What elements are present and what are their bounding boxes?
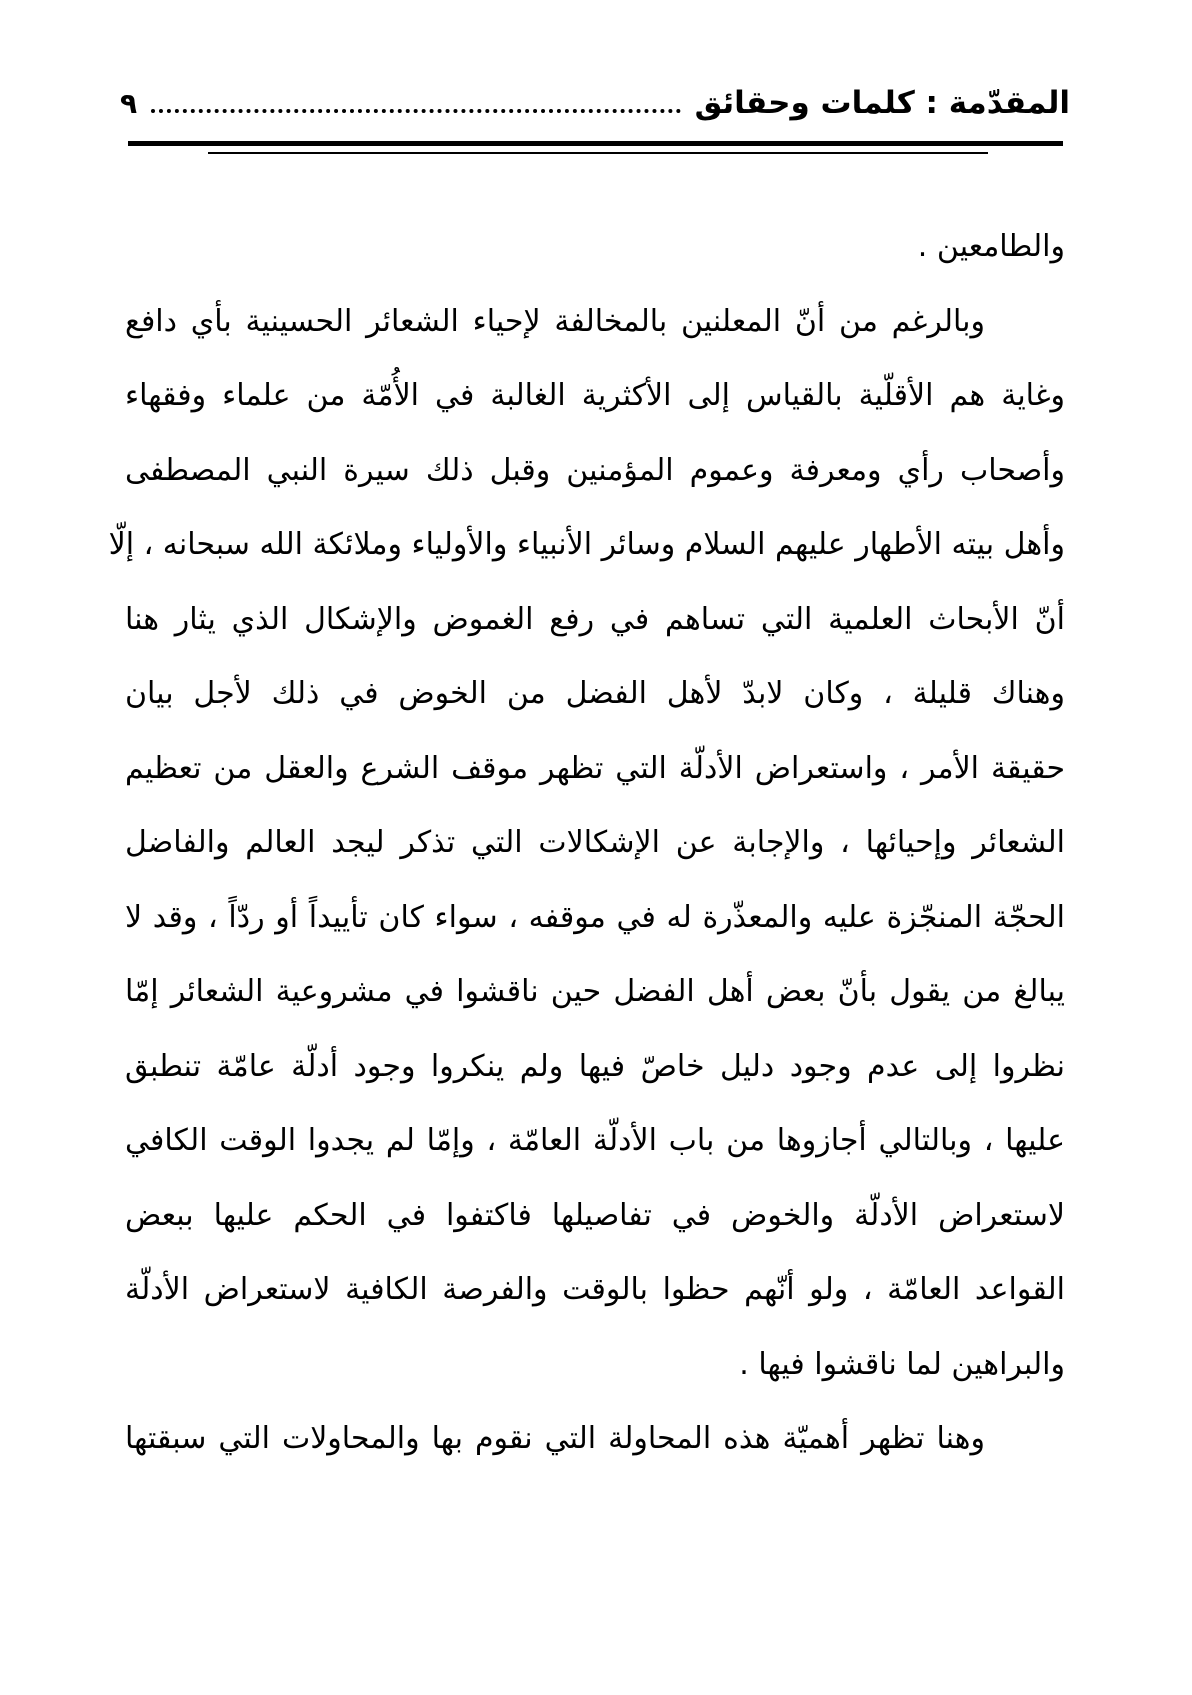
text-line: لاستعراض الأدلّة والخوض في تفاصيلها فاكتفوا في الحكم عليها ببعض (125, 1197, 1065, 1233)
text-line: والبراهين لما ناقشوا فيها . (739, 1346, 1065, 1382)
text-line: أنّ الأبحاث العلمية التي تساهم في رفع الغموض والإشكال الذي يثار هنا (125, 601, 1065, 637)
text-line: حقيقة الأمر ، واستعراض الأدلّة التي تظهر موقف الشرع والعقل من تعظيم (125, 750, 1065, 786)
header-dot-leader (151, 109, 680, 113)
text-line: وهنا تظهر أهميّة هذه المحاولة التي نقوم بها والمحاولات التي سبقتها (125, 1421, 985, 1456)
text-line: القواعد العامّة ، ولو أنّهم حظوا بالوقت والفرصة الكافية لاستعراض الأدلّة (125, 1272, 1065, 1307)
text-line: الشعائر وإحيائها ، والإجابة عن الإشكالات التي تذكر ليجد العالم والفاضل (125, 825, 1065, 860)
text-line: يبالغ من يقول بأنّ بعض أهل الفضل حين ناقشوا في مشروعية الشعائر إمّا (125, 974, 1065, 1009)
header-title: المقدّمة : كلمات وحقائق (694, 85, 1070, 121)
text-line: وأصحاب رأي ومعرفة وعموم المؤمنين وقبل ذلك سيرة النبي المصطفى (125, 452, 1065, 488)
running-header (120, 78, 1070, 128)
text-line: وغاية هم الأقلّية بالقياس إلى الأكثرية الغالبة في الأُمّة من علماء وفقهاء (125, 378, 1065, 413)
body-text (108, 210, 1065, 1477)
text-line: وبالرغم من أنّ المعلنين بالمخالفة لإحياء الشعائر الحسينية بأي دافع (125, 303, 985, 339)
page-number: ٩ (120, 86, 138, 120)
text-line: الحجّة المنجّزة عليه والمعذّرة له في موقفه ، سواء كان تأييداً أو ردّاً ، وقد لا (125, 899, 1065, 935)
text-line: والطامعين . (917, 229, 1065, 264)
text-line: عليها ، وبالتالي أجازوها من باب الأدلّة العامّة ، وإمّا لم يجدوا الوقت الكافي (125, 1123, 1065, 1158)
text-line: وأهل بيته الأطهار عليهم السلام وسائر الأنبياء والأولياء وملائكة الله سبحانه ، إلّا (108, 527, 1065, 562)
header-rule-thick (128, 141, 1063, 146)
text-line: نظروا إلى عدم وجود دليل خاصّ فيها ولم ينكروا وجود أدلّة عامّة تنطبق (125, 1048, 1065, 1084)
header-rule-thin (208, 152, 988, 154)
text-line: وهناك قليلة ، وكان لابدّ لأهل الفضل من الخوض في ذلك لأجل بيان (125, 676, 1065, 711)
